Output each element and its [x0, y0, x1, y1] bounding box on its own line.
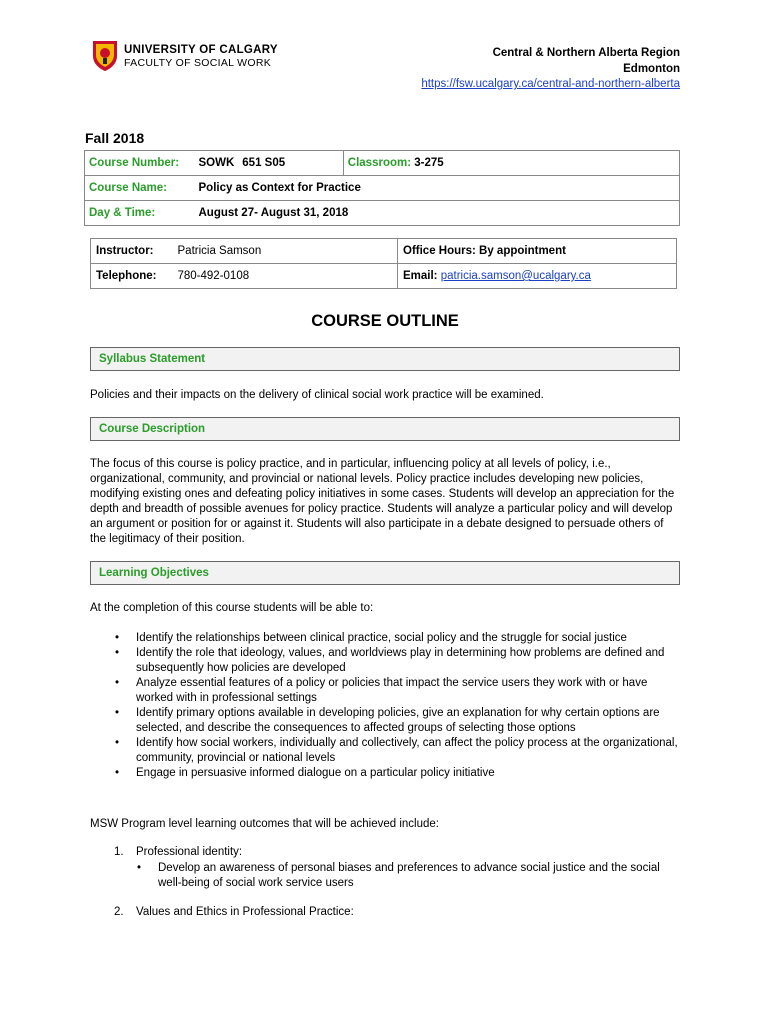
office-hours: Office Hours: By appointment — [398, 239, 677, 264]
term-heading: Fall 2018 — [85, 130, 145, 146]
list-item: • Engage in persuasive informed dialogue on a particular policy initiative — [115, 766, 685, 781]
description-heading: Course Description — [90, 417, 680, 441]
email-cell — [398, 264, 677, 289]
outcome-1-sublist — [137, 861, 682, 891]
course-time-label: Day & Time: — [85, 201, 195, 226]
region-link[interactable]: https://fsw.ucalgary.ca/central-and-northern-alberta — [421, 78, 680, 90]
course-name-row — [85, 176, 680, 201]
instructor-table — [90, 238, 677, 289]
crest-icon — [92, 40, 118, 72]
course-info-table — [84, 150, 680, 226]
objectives-list — [115, 631, 685, 781]
classroom-value: 3-275 — [414, 157, 444, 169]
list-item: • Identify how social workers, individually and collectively, can affect the policy process at the organizational, community, provincial or national levels — [115, 736, 685, 766]
list-item: • Identify the role that ideology, values, and worldviews play in determining how problems are defined and subsequently how policies are developed — [115, 646, 685, 676]
header-contact — [421, 46, 680, 93]
university-logo — [92, 40, 278, 72]
instructor-row — [91, 239, 677, 264]
logo-line-1: UNIVERSITY OF CALGARY — [124, 43, 278, 56]
outcome-2-number: 2. — [114, 906, 124, 918]
instructor-label: Instructor: — [91, 239, 173, 264]
outcome-1-label: Professional identity: — [136, 846, 243, 858]
course-prefix: SOWK — [195, 151, 239, 176]
telephone-value: 780-492-0108 — [173, 264, 398, 289]
classroom-cell — [343, 151, 679, 176]
list-item: • Develop an awareness of personal biases and preferences to advance social justice and the social well-being of social work service users — [137, 861, 682, 891]
course-number-label: Course Number: — [85, 151, 195, 176]
outcome-1-number: 1. — [114, 846, 124, 858]
region-name: Central & Northern Alberta Region — [492, 47, 680, 59]
list-item: • Identify the relationships between clinical practice, social policy and the struggle for social justice — [115, 631, 685, 646]
logo-line-2: FACULTY OF SOCIAL WORK — [124, 56, 272, 69]
objectives-intro: At the completion of this course students will be able to: — [90, 602, 374, 614]
syllabus-heading: Syllabus Statement — [90, 347, 680, 371]
page-title: COURSE OUTLINE — [311, 312, 459, 330]
email-label: Email: — [403, 270, 438, 282]
outcome-2 — [114, 905, 354, 920]
course-name-label: Course Name: — [85, 176, 195, 201]
course-name-value: Policy as Context for Practice — [195, 176, 680, 201]
email-link[interactable]: patricia.samson@ucalgary.ca — [440, 270, 591, 282]
course-time-row — [85, 201, 680, 226]
description-text: The focus of this course is policy practice, and in particular, influencing policy at all levels of policy, i.e., organizational, community, and provincial or national levels. Policy practice includes developing new policies, modifying existing ones and defeating policy initiatives in some cases. Students will develop an appreciation for the depth and breadth of possible avenues for policy practice. Students will analyze a particular policy and will develop an argument or position for or against it. Students will also participate in a debate designed to persuade others of the legitimacy of their position. — [90, 458, 675, 545]
list-item: • Analyze essential features of a policy or policies that impact the service users they work with or have worked with in professional settings — [115, 676, 685, 706]
course-number-row — [85, 151, 680, 176]
course-code: 651 S05 — [238, 151, 343, 176]
list-item: • Identify primary options available in developing policies, give an explanation for why certain options are selected, and describe the consequences to affected groups of selecting those options — [115, 706, 685, 736]
msw-outcomes-intro: MSW Program level learning outcomes that will be achieved include: — [90, 818, 439, 830]
instructor-name: Patricia Samson — [173, 239, 398, 264]
city-name: Edmonton — [623, 62, 680, 75]
outcome-2-label: Values and Ethics in Professional Practice: — [136, 906, 354, 918]
course-time-value: August 27- August 31, 2018 — [195, 201, 680, 226]
telephone-label: Telephone: — [91, 264, 173, 289]
objectives-heading: Learning Objectives — [90, 561, 680, 585]
syllabus-text: Policies and their impacts on the delivery of clinical social work practice will be examined. — [90, 389, 544, 401]
classroom-label: Classroom: — [347, 157, 412, 169]
telephone-row — [91, 264, 677, 289]
outcome-1 — [114, 845, 242, 860]
